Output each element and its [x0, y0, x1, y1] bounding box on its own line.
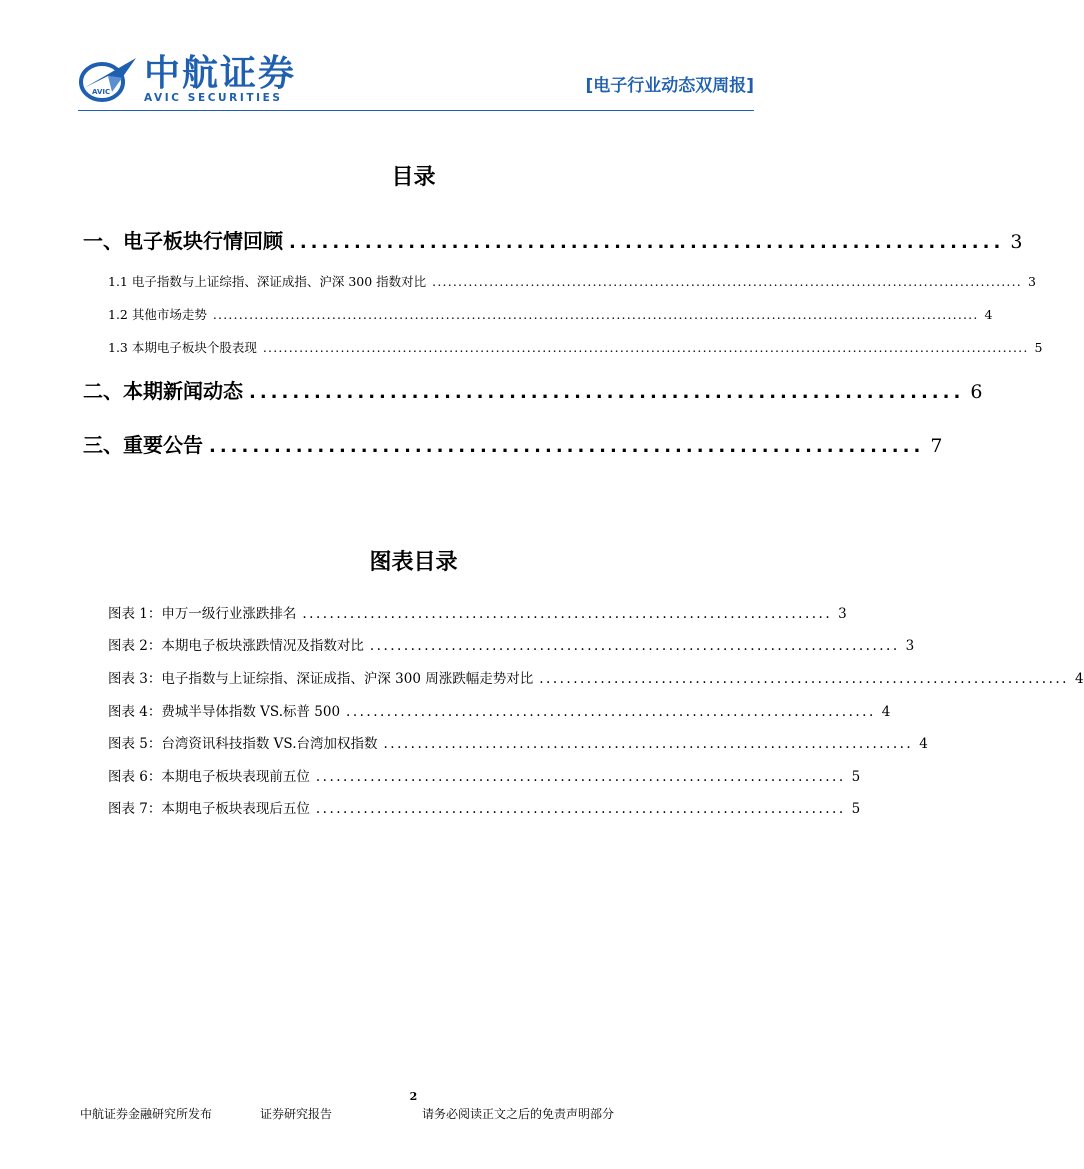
- dot-leader: ..................................................................: [249, 382, 965, 403]
- header-divider: [78, 110, 754, 111]
- page-header: [78, 52, 754, 112]
- figure-entry-page: 5: [851, 801, 861, 817]
- dot-leader: ..................................................................................................................: [432, 274, 1022, 289]
- figure-entry-label: 图表 7：本期电子板块表现后五位: [108, 801, 310, 817]
- brand-name-cn: 中航证券: [144, 53, 297, 94]
- figure-entry-4[interactable]: [108, 700, 891, 720]
- figure-entry-label: 图表 3：电子指数与上证综指、深证成指、沪深 300 周涨跌幅走势对比: [108, 671, 534, 687]
- toc-entry-label: 1.1 电子指数与上证综指、深证成指、沪深 300 指数对比: [108, 274, 427, 289]
- toc-entry-page: 7: [930, 435, 943, 457]
- toc-entry-1-3[interactable]: [108, 338, 1043, 356]
- figure-entry-page: 3: [905, 638, 915, 654]
- figure-entry-page: 4: [881, 704, 891, 720]
- toc-entry-page: 6: [970, 381, 983, 403]
- toc-entry-label: 1.3 本期电子板块个股表现: [108, 340, 257, 355]
- figure-entry-5[interactable]: [108, 732, 928, 752]
- figure-entry-label: 图表 1：申万一级行业涨跌排名: [108, 606, 297, 622]
- dot-leader: ..............................................................................: [383, 736, 914, 752]
- figure-entry-page: 4: [919, 736, 928, 752]
- toc-entry-page: 4: [984, 307, 993, 322]
- figure-entry-2[interactable]: [108, 634, 915, 654]
- dot-leader: ..............................................................................: [539, 671, 1069, 687]
- toc-entry-page: 3: [1010, 231, 1023, 253]
- figure-entry-label: 图表 5：台湾资讯科技指数 VS.台湾加权指数: [108, 736, 378, 752]
- toc-title: 目录: [391, 165, 436, 190]
- dot-leader: ..................................................................: [289, 232, 1005, 253]
- toc-entry-1-1[interactable]: [108, 272, 1036, 290]
- figure-entry-page: 4: [1074, 671, 1084, 687]
- figure-entry-label: 图表 2：本期电子板块涨跌情况及指数对比: [108, 638, 364, 654]
- toc-entry-label: 1.2 其他市场走势: [108, 307, 207, 322]
- figure-entry-page: 5: [851, 769, 861, 785]
- dot-leader: ..............................................................................: [302, 606, 833, 622]
- figure-entry-1[interactable]: [108, 602, 847, 622]
- toc-entry-1-2[interactable]: [108, 305, 993, 323]
- figures-title: 图表目录: [369, 550, 458, 575]
- logo-text: AVIC: [92, 88, 111, 96]
- figure-entry-6[interactable]: [108, 765, 861, 785]
- footer-publisher: 中航证券金融研究所发布: [80, 1107, 213, 1121]
- dot-leader: ....................................................................................................................................................: [262, 340, 1029, 355]
- footer-doc-type: 证券研究报告: [260, 1107, 333, 1121]
- dot-leader: ..............................................................................: [315, 769, 846, 785]
- toc-entry-page: 3: [1027, 274, 1036, 289]
- toc-entry-3[interactable]: [83, 429, 943, 458]
- toc-entry-2[interactable]: [83, 375, 983, 404]
- figure-entry-page: 3: [838, 606, 847, 622]
- brand-name-en: AVIC SECURITIES: [144, 92, 283, 104]
- footer-disclaimer: 请务必阅读正文之后的免责声明部分: [422, 1107, 615, 1121]
- report-type-tag: [电子行业动态双周报]: [585, 76, 754, 96]
- dot-leader: ..............................................................................: [369, 638, 900, 654]
- figure-entry-3[interactable]: [108, 667, 1084, 687]
- toc-entry-1[interactable]: [83, 225, 1023, 254]
- toc-entry-label: 二、本期新闻动态: [83, 379, 243, 403]
- dot-leader: ..................................................................: [209, 436, 925, 457]
- figure-entry-label: 图表 4：费城半导体指数 VS.标普 500: [108, 704, 341, 720]
- figure-entry-7[interactable]: [108, 797, 861, 817]
- page-number: 2: [409, 1090, 418, 1103]
- dot-leader: ..............................................................................: [346, 704, 876, 720]
- toc-entry-page: 5: [1034, 340, 1043, 355]
- dot-leader: ....................................................................................................................................................: [212, 307, 979, 322]
- dot-leader: ..............................................................................: [315, 801, 846, 817]
- avic-logo-icon: [78, 52, 148, 104]
- toc-entry-label: 一、电子板块行情回顾: [83, 229, 283, 253]
- figure-entry-label: 图表 6：本期电子板块表现前五位: [108, 769, 310, 785]
- toc-entry-label: 三、重要公告: [83, 433, 203, 457]
